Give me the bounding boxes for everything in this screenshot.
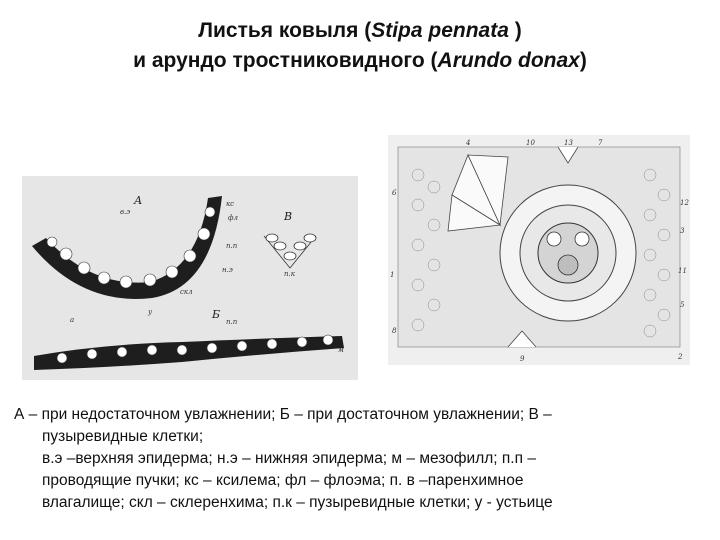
label-v: В [284, 210, 293, 223]
label-6: 6 [392, 189, 397, 197]
title-line-2: и арундо тростниковидного (Arundo donax) [133, 49, 587, 72]
latin-name-stipa: Stipa pennata [371, 19, 509, 42]
label-pk: п.к [284, 270, 295, 278]
label-pp: п.п [226, 242, 238, 250]
label-12: 12 [680, 199, 689, 207]
label-10: 10 [526, 139, 535, 147]
caption-line-1: А – при недостаточном увлажнении; Б – при достаточном увлажнении; В – [14, 406, 552, 423]
arundo-leaf-cross-section-figure [388, 135, 690, 365]
label-a-small: а [70, 316, 75, 324]
phloem [558, 255, 578, 275]
stipa-leaf-cross-sections-figure [22, 176, 358, 380]
caption-line-2: пузыревидные клетки; [42, 428, 204, 445]
label-u: у [148, 308, 153, 316]
label-fl: фл [228, 214, 238, 222]
label-13: 13 [564, 139, 573, 147]
arundo-leaf-diagram [388, 135, 690, 365]
bulliform-cells [264, 234, 316, 268]
label-b: Б [212, 308, 221, 321]
stipa-leaf-diagram [22, 176, 358, 380]
label-3: 3 [680, 227, 685, 235]
slide-title [0, 16, 720, 76]
xylem-vessel-left [547, 232, 561, 246]
label-a: А [134, 194, 143, 207]
latin-name-arundo: Arundo donax [437, 49, 580, 72]
label-ks: кс [226, 200, 235, 208]
caption-line-4: проводящие пучки; кс – ксилема; фл – флоэма; п. в –паренхимное [42, 472, 524, 489]
label-4: 4 [466, 139, 471, 147]
label-pn: п.п [226, 318, 238, 326]
caption-line-3: в.э –верхняя эпидерма; н.э – нижняя эпидерма; м – мезофилл; п.п – [42, 450, 536, 467]
label-skl: скл [180, 288, 193, 296]
label-7: 7 [598, 139, 603, 147]
label-1: 1 [390, 271, 395, 279]
label-ne: н.э [222, 266, 233, 274]
xylem-vessel-right [575, 232, 589, 246]
label-8: 8 [392, 327, 397, 335]
label-5: 5 [680, 301, 685, 309]
figure-caption [14, 404, 704, 514]
label-11: 11 [678, 267, 687, 275]
caption-line-5: влагалище; скл – склеренхима; п.к – пузыревидные клетки; у - устьице [42, 494, 553, 511]
title-line-1: Листья ковыля (Stipa pennata ) [198, 19, 522, 42]
label-2: 2 [678, 353, 683, 361]
label-ve: в.э [120, 208, 131, 216]
label-m: м [338, 346, 344, 354]
label-9: 9 [520, 355, 525, 363]
